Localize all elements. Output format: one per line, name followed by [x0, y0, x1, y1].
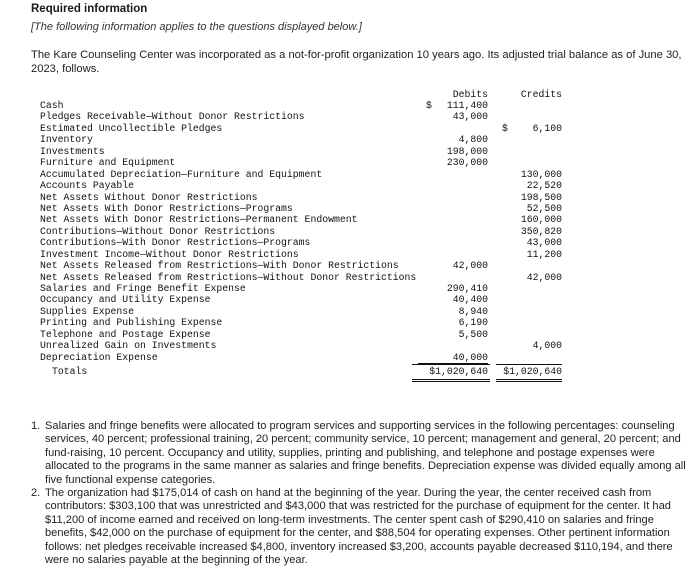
- account-name: Net Assets Released from Restrictions—With Donor Restrictions: [40, 260, 399, 272]
- required-information-heading: Required information: [31, 3, 148, 15]
- debit-total: $1,020,640: [429, 366, 488, 378]
- trial-balance-row: [40, 100, 565, 111]
- trial-balance-rows: [40, 100, 565, 363]
- trial-balance-row: [40, 157, 565, 168]
- account-name: Pledges Receivable—Without Donor Restrictions: [40, 111, 305, 123]
- note-item: [31, 487, 686, 567]
- debits-column-header: Debits: [452, 89, 488, 100]
- account-name: Net Assets Released from Restrictions—Without Donor Restrictions: [40, 271, 417, 283]
- credit-total: $1,020,640: [503, 366, 562, 378]
- totals-row: [40, 366, 565, 377]
- debit-amount: 4,800: [458, 134, 488, 146]
- trial-balance-row: [40, 192, 565, 203]
- account-name: Investments: [40, 145, 105, 157]
- trial-balance-header: [40, 89, 565, 100]
- trial-balance-row: [40, 249, 565, 260]
- trial-balance-row: [40, 317, 565, 328]
- account-name: Supplies Expense: [40, 305, 135, 317]
- account-name: Net Assets With Donor Restrictions—Permanent Endowment: [40, 214, 358, 226]
- trial-balance-row: [40, 169, 565, 180]
- account-name: Accumulated Depreciation—Furniture and Equipment: [40, 168, 323, 180]
- trial-balance-row: [40, 123, 565, 134]
- credit-amount: 4,000: [532, 340, 562, 352]
- account-name: Net Assets Without Donor Restrictions: [40, 191, 258, 203]
- trial-balance-row: [40, 306, 565, 317]
- debit-amount: 43,000: [452, 111, 488, 123]
- account-name: Estimated Uncollectible Pledges: [40, 122, 223, 134]
- account-name: Contributions—Without Donor Restrictions: [40, 225, 276, 237]
- credit-amount: 350,820: [520, 225, 562, 237]
- note-text: The organization had $175,014 of cash on hand at the beginning of the year. During the year, the center received cash from contributors: $303,100 that was unrestricted and $43,000 that was restricted for the purchase of equipment for the center. It had $11,200 of income earned and received on long-term investments. The center spent cash of $290,410 on salaries and fringe benefits, $42,000 on the purchase of equipment for the center, and $88,504 for operating expenses. Other pertinent information follows: net pledges receivable increased $4,800, inventory increased $3,200, accounts payable decreased $110,194, and there were no salaries payable at the beginning of the year.: [45, 487, 673, 567]
- trial-balance-row: [40, 272, 565, 283]
- notes-list: [31, 420, 686, 567]
- account-name: Inventory: [40, 134, 93, 146]
- debit-amount: 40,400: [452, 294, 488, 306]
- account-name: Contributions—With Donor Restrictions—Programs: [40, 237, 311, 249]
- trial-balance-row: [40, 237, 565, 248]
- debit-amount: 42,000: [452, 260, 488, 272]
- credit-currency-symbol: $: [502, 122, 508, 134]
- debit-amount: 290,410: [446, 283, 488, 294]
- debit-amount: 40,000: [418, 352, 488, 364]
- account-name: Accounts Payable: [40, 180, 135, 192]
- trial-balance-row: [40, 260, 565, 271]
- totals-label: Totals: [52, 366, 88, 378]
- account-name: Cash: [40, 100, 64, 111]
- credits-column-header: Credits: [520, 89, 562, 100]
- credit-amount: 11,200: [526, 248, 562, 260]
- credit-amount: 22,520: [526, 180, 562, 192]
- account-name: Net Assets With Donor Restrictions—Programs: [40, 202, 293, 214]
- trial-balance-row: [40, 203, 565, 214]
- account-name: Depreciation Expense: [40, 351, 158, 363]
- account-name: Furniture and Equipment: [40, 157, 176, 169]
- credit-amount: 130,000: [520, 168, 562, 180]
- debit-amount: 111,400: [446, 100, 488, 111]
- debit-amount: 6,190: [458, 317, 488, 329]
- trial-balance-row: [40, 226, 565, 237]
- trial-balance-row: [40, 180, 565, 191]
- credit-amount: 198,500: [520, 191, 562, 203]
- debit-amount: 230,000: [446, 157, 488, 169]
- credit-amount: 6,100: [532, 122, 562, 134]
- debit-amount: 8,940: [458, 305, 488, 317]
- account-name: Salaries and Fringe Benefit Expense: [40, 283, 246, 294]
- trial-balance-row: [40, 294, 565, 305]
- note-text: Salaries and fringe benefits were allocated to program services and supporting services in the following percentages: counseling services, 40 percent; professional training, 20 percent; community service, 10 percent; management and general, 20 percent; and fund-raising, 10 percent. Occupancy and utility, supplies, printing and publishing, and telephone and postage expenses were allocated to the programs in the same manner as salaries and fringe benefits. Depreciation expense was divided equally among all five functional expense categories.: [45, 420, 686, 486]
- debit-amount: 198,000: [446, 145, 488, 157]
- trial-balance-row: [40, 134, 565, 145]
- note-item: [31, 420, 686, 487]
- trial-balance-row: [40, 340, 565, 351]
- credit-amount: 160,000: [520, 214, 562, 226]
- account-name: Occupancy and Utility Expense: [40, 294, 211, 306]
- account-name: Unrealized Gain on Investments: [40, 340, 217, 352]
- account-name: Printing and Publishing Expense: [40, 317, 223, 329]
- intro-paragraph: The Kare Counseling Center was incorporated as a not-for-profit organization 10 years ago. Its adjusted trial balance as of June 30, 2023, follows.: [31, 49, 682, 75]
- credit-amount: 42,000: [526, 271, 562, 283]
- credit-amount: 52,500: [526, 202, 562, 214]
- debit-amount: 5,500: [458, 328, 488, 340]
- trial-balance-row: [40, 283, 565, 294]
- note-number: 1.: [31, 420, 41, 432]
- debit-currency-symbol: $: [426, 100, 432, 111]
- trial-balance-table: [40, 89, 565, 378]
- account-name: Telephone and Postage Expense: [40, 328, 211, 340]
- credit-amount: 43,000: [526, 237, 562, 249]
- account-name: Investment Income—Without Donor Restrictions: [40, 248, 299, 260]
- trial-balance-row: [40, 146, 565, 157]
- note-number: 2.: [31, 487, 41, 500]
- instruction-note: [The following information applies to the questions displayed below.]: [31, 21, 362, 33]
- trial-balance-row: [40, 111, 565, 122]
- trial-balance-row: [40, 329, 565, 340]
- trial-balance-row: [40, 214, 565, 225]
- trial-balance-row: [40, 352, 565, 363]
